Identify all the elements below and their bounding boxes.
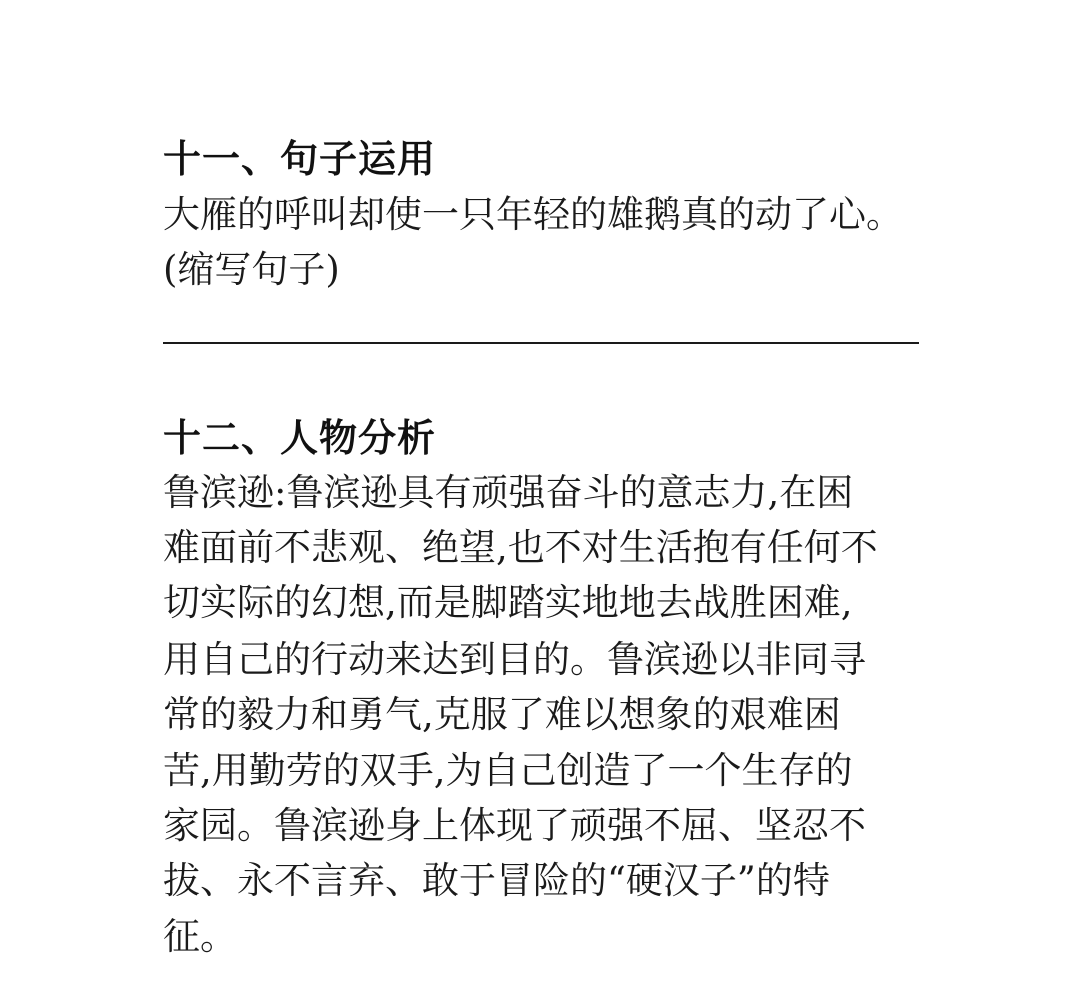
analysis-line: 常的毅力和勇气,克服了难以想象的艰难困 bbox=[163, 693, 841, 736]
analysis-line: 用自己的行动来达到目的。鲁滨逊以非同寻 bbox=[163, 638, 866, 681]
section-12-heading: 十二、人物分析 bbox=[163, 416, 437, 460]
analysis-line: 切实际的幻想,而是脚踏实地地去战胜困难, bbox=[163, 581, 853, 624]
analysis-line: 苦,用勤劳的双手,为自己创造了一个生存的 bbox=[163, 749, 853, 792]
analysis-line: 难面前不悲观、绝望,也不对生活抱有任何不 bbox=[163, 526, 878, 569]
analysis-line: 征。 bbox=[163, 915, 237, 958]
answer-blank-line bbox=[163, 342, 919, 344]
analysis-line: 家园。鲁滨逊身上体现了顽强不屈、坚忍不 bbox=[163, 804, 866, 847]
section-11-heading: 十一、句子运用 bbox=[163, 137, 437, 181]
section-11-sentence: 大雁的呼叫却使一只年轻的雄鹅真的动了心。 bbox=[163, 193, 903, 236]
analysis-line: 拔、永不言弃、敢于冒险的“硬汉子”的特 bbox=[163, 859, 830, 902]
section-11-instruction: (缩写句子) bbox=[163, 248, 340, 291]
analysis-line: 鲁滨逊:鲁滨逊具有顽强奋斗的意志力,在困 bbox=[163, 471, 854, 514]
